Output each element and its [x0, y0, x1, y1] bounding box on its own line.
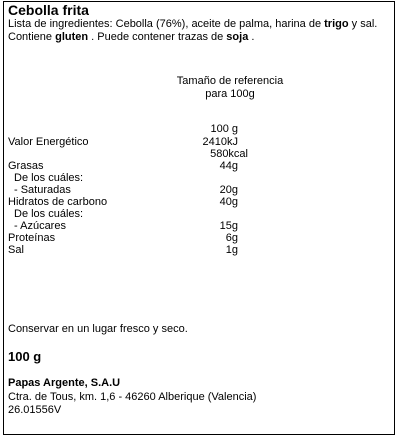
registration-code: 26.01556V — [8, 404, 62, 416]
company-address: Ctra. de Tous, km. 1,6 - 46260 Alberique (Valencia) — [8, 391, 257, 403]
nutrient-value: 40g — [219, 196, 238, 208]
nutrient-sublabel: De los cuáles: — [14, 208, 84, 220]
nutrient-label: - Azúcares — [14, 220, 66, 232]
reference-quantity: 100 g — [210, 123, 238, 135]
product-title: Cebolla frita — [8, 2, 89, 18]
allergen-text: Contiene — [8, 31, 56, 43]
nutrient-label: Hidratos de carbono — [8, 196, 108, 208]
nutrient-label: - Saturadas — [14, 184, 71, 196]
nutrient-value: 44g — [219, 160, 238, 172]
company-name: Papas Argente, S.A.U — [8, 377, 121, 389]
allergen-text-mid: . Puede contener trazas de — [88, 31, 227, 43]
nutrient-value: 6g — [225, 232, 238, 244]
allergen-soja: soja — [226, 31, 249, 43]
allergen-text-end: . — [248, 31, 255, 43]
nutrient-value: 20g — [219, 184, 238, 196]
nutrient-value: 15g — [219, 220, 238, 232]
nutrient-label: Sal — [8, 244, 24, 256]
ingredients-text: Lista de ingredientes: Cebolla (76%), aceite de palma, harina de — [8, 18, 325, 30]
nutrient-sublabel: De los cuáles: — [14, 172, 84, 184]
ingredients-line — [8, 17, 377, 31]
reference-size-label: Tamaño de referencia — [176, 75, 284, 87]
nutrient-value: 1g — [225, 244, 238, 256]
nutrient-value: 580kcal — [210, 148, 248, 160]
nutrient-label: Valor Energético — [8, 136, 89, 148]
allergen-gluten: gluten — [55, 31, 89, 43]
ingredients-text-end: y sal. — [348, 18, 378, 30]
allergen-line — [8, 30, 254, 44]
nutrient-label: Grasas — [8, 160, 44, 172]
ingredient-allergen-trigo: trigo — [324, 18, 349, 30]
reference-size-basis: para 100g — [205, 88, 255, 100]
net-weight: 100 g — [8, 349, 42, 364]
nutrient-label: Proteínas — [8, 232, 56, 244]
storage-instructions: Conservar en un lugar fresco y seco. — [8, 323, 188, 335]
nutrient-value: 2410kJ — [202, 136, 238, 148]
